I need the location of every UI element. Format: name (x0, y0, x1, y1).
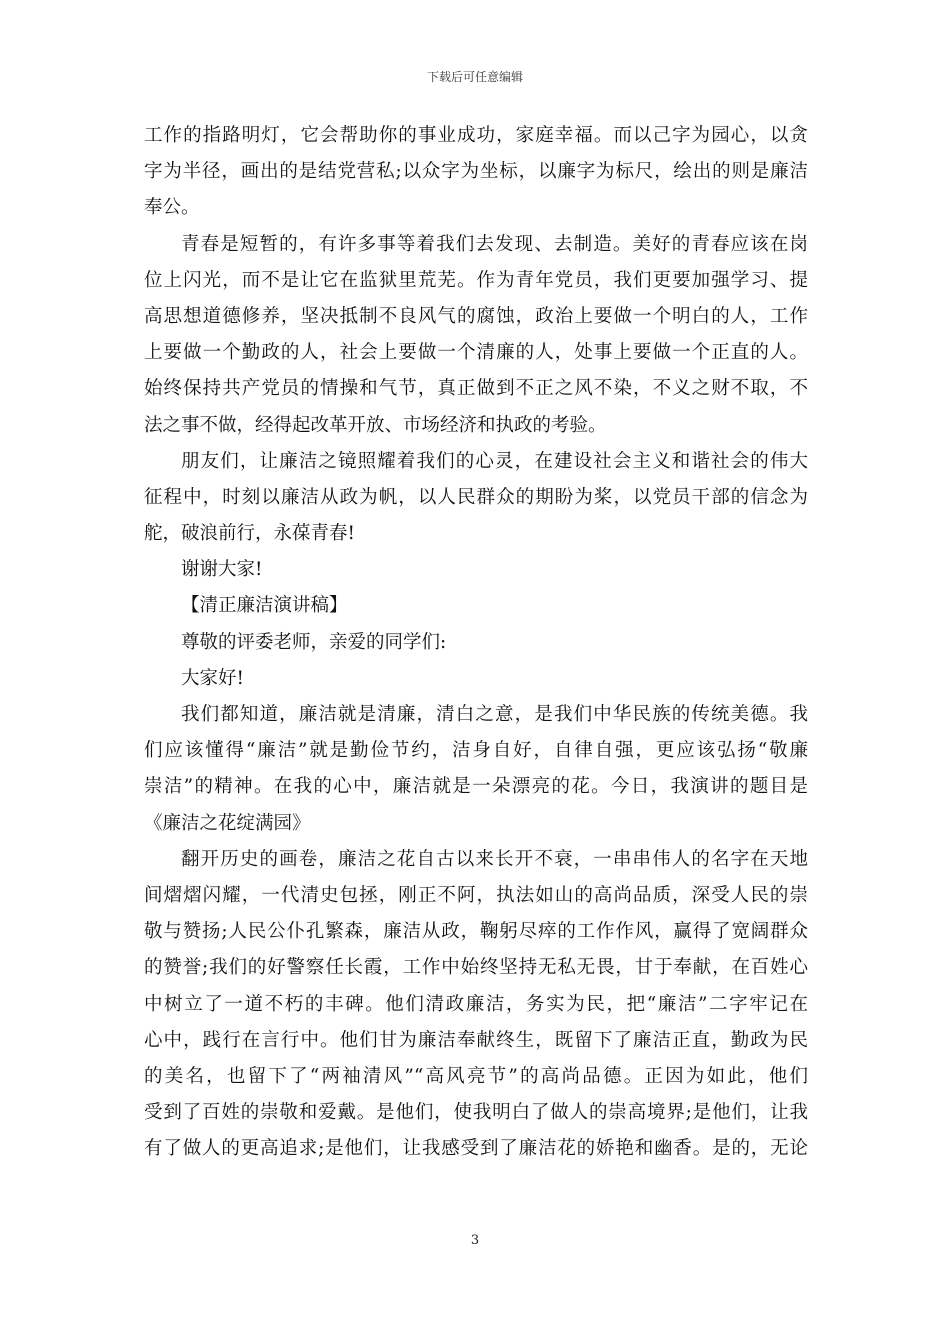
page-header: 下载后可任意编辑 (426, 70, 523, 84)
text-line: 翻开历史的画卷，廉洁之花自古以来长开不衰，一串串伟人的名字在天地 (181, 848, 808, 870)
text-line: 【清正廉洁演讲稿】 (181, 595, 348, 617)
text-line: 谢谢大家! (181, 559, 263, 581)
text-line: 有了做人的更高追求;是他们，让我感受到了廉洁花的娇艳和幽香。是的，无论 (144, 1138, 808, 1160)
text-line: 征程中，时刻以廉洁从政为帆，以人民群众的期盼为桨，以党员干部的信念为 (144, 486, 808, 508)
text-line: 朋友们，让廉洁之镜照耀着我们的心灵，在建设社会主义和谐社会的伟大 (181, 450, 808, 472)
text-line: 法之事不做，经得起改革开放、市场经济和执政的考验。 (144, 414, 607, 436)
text-line: 尊敬的评委老师，亲爱的同学们: (181, 631, 447, 653)
text-line: 位上闪光，而不是让它在监狱里荒芜。作为青年党员，我们更要加强学习、提 (144, 269, 808, 291)
text-line: 的赞誉;我们的好警察任长霞，工作中始终坚持无私无畏，甘于奉献，在百姓心 (144, 957, 808, 979)
text-line: 间熠熠闪耀，一代清史包拯，刚正不阿，执法如山的高尚品质，深受人民的崇 (144, 884, 808, 906)
text-line: 们应该懂得“廉洁”就是勤俭节约，洁身自好，自律自强，更应该弘扬“敬廉 (144, 740, 808, 762)
text-line: 青春是短暂的，有许多事等着我们去发现、去制造。美好的青春应该在岗 (181, 233, 808, 255)
text-line: 大家好! (181, 667, 244, 689)
text-line: 《廉洁之花绽满园》 (144, 812, 311, 834)
text-line: 我们都知道，廉洁就是清廉，清白之意，是我们中华民族的传统美德。我 (181, 704, 808, 725)
text-line: 崇洁”的精神。在我的心中，廉洁就是一朵漂亮的花。今日，我演讲的题目是 (144, 776, 808, 798)
document-body (144, 118, 808, 1167)
text-line: 始终保持共产党员的情操和气节，真正做到不正之风不染，不义之财不取，不 (144, 378, 808, 400)
text-line: 中树立了一道不朽的丰碑。他们清政廉洁，务实为民，把“廉洁”二字牢记在 (144, 993, 808, 1015)
text-line: 舵，破浪前行，永葆青春! (144, 523, 355, 545)
text-line: 字为半径，画出的是结党营私;以众字为坐标，以廉字为标尺，绘出的则是廉洁 (144, 161, 808, 183)
text-line: 受到了百姓的崇敬和爱戴。是他们，使我明白了做人的崇高境界;是他们，让我 (144, 1102, 808, 1124)
text-line: 心中，践行在言行中。他们甘为廉洁奉献终生，既留下了廉洁正直，勤政为民 (144, 1029, 808, 1051)
text-line: 高思想道德修养，坚决抵制不良风气的腐蚀，政治上要做一个明白的人，工作 (144, 305, 808, 327)
text-line: 工作的指路明灯，它会帮助你的事业成功，家庭幸福。而以己字为园心，以贪 (144, 125, 808, 146)
text-line: 奉公。 (144, 197, 200, 219)
text-line: 的美名，也留下了“两袖清风”“高风亮节”的高尚品德。正因为如此，他们 (144, 1065, 808, 1087)
text-line: 敬与赞扬;人民公仆孔繁森，廉洁从政，鞠躬尽瘁的工作作风，赢得了宽阔群众 (144, 921, 808, 943)
text-line: 上要做一个勤政的人，社会上要做一个清廉的人，处事上要做一个正直的人。 (144, 342, 808, 364)
page-number: 3 (470, 1233, 480, 1248)
